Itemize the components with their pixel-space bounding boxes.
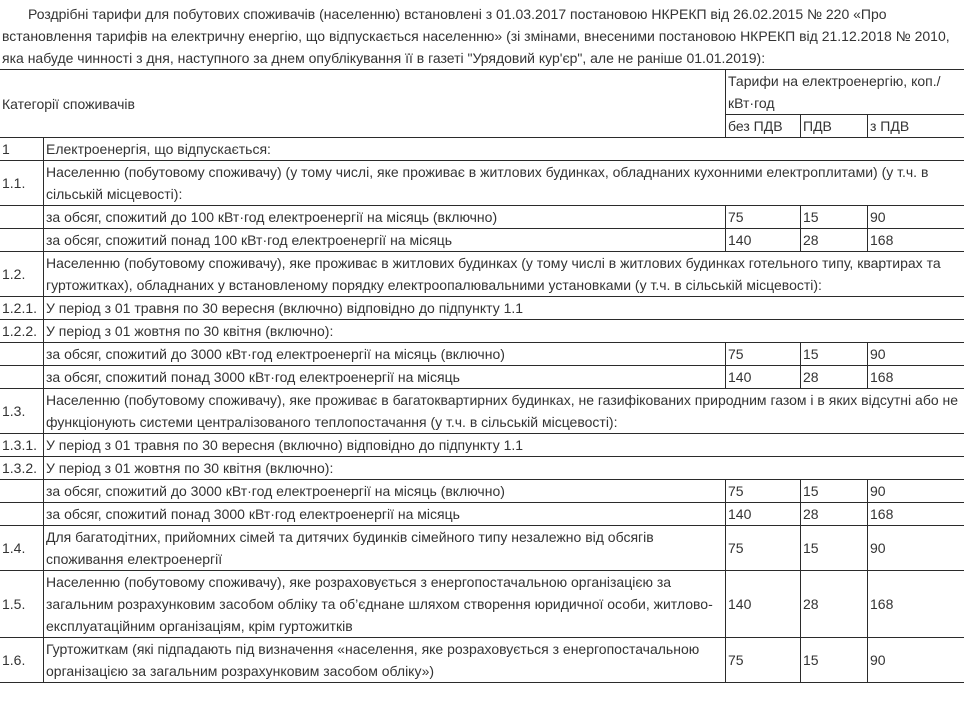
row-number: 1.2. [0,252,44,297]
table-row [0,206,964,229]
row-number: 1.6. [0,638,44,683]
row-description: Населенню (побутовому споживачу), яке проживає в житлових будинках (у тому числі в житлових будинках готельного типу, квартирах та гуртожитках), обладнаних у встановленому порядку електроопалювальними установками (у т.ч. в сільській місцевості): [44,252,964,297]
row-number [0,480,44,503]
table-row [0,138,964,161]
intro-paragraph: Роздрібні тарифи для побутових споживачів (населенню) встановлені з 01.03.2017 постановою НКРЕКП від 26.02.2015 № 220 «Про встановлення тарифів на електричну енергію, що відпускається населенню» (зі змінами, внесеними постановою НКРЕКП від 21.12.2018 № 2010, яка набуде чинності з дня, наступного за днем опублікування її в газеті "Урядовий кур'єр", але не раніше 01.01.2019): [2,6,950,66]
row-description: У період з 01 жовтня по 30 квітня (включно): [44,320,964,343]
table-row [0,457,964,480]
row-description: Для багатодітних, прийомних сімей та дитячих будинків сімейного типу незалежно від обсягів споживання електроенергії [44,526,726,571]
table-row [0,503,964,526]
tariff-with-vat: 90 [868,526,964,571]
tariff-vat: 15 [801,638,868,683]
row-number [0,229,44,252]
table-row [0,526,964,571]
tariff-without-vat: 75 [726,526,801,571]
table-row [0,320,964,343]
tariff-without-vat: 140 [726,366,801,389]
table-row [0,366,964,389]
tariff-vat: 15 [801,526,868,571]
table-row [0,389,964,434]
table-row [0,480,964,503]
tariff-with-vat: 90 [868,343,964,366]
header-without-vat: без ПДВ [726,115,801,138]
table-row [0,638,964,683]
tariff-with-vat: 168 [868,366,964,389]
table-row [0,434,964,457]
tariff-vat: 28 [801,229,868,252]
table-row [0,297,964,320]
tariff-with-vat: 90 [868,206,964,229]
table-body [0,138,964,683]
tariff-without-vat: 140 [726,503,801,526]
row-number: 1.3. [0,389,44,434]
tariff-vat: 15 [801,206,868,229]
table-row [0,252,964,297]
tariff-vat: 28 [801,366,868,389]
row-description: У період з 01 травня по 30 вересня (включно) відповідно до підпункту 1.1 [44,434,964,457]
row-number: 1.5. [0,571,44,638]
row-description: У період з 01 травня по 30 вересня (включно) відповідно до підпункту 1.1 [44,297,964,320]
tariff-with-vat: 168 [868,229,964,252]
row-number: 1.3.2. [0,457,44,480]
row-number [0,343,44,366]
tariff-vat: 15 [801,480,868,503]
tariff-without-vat: 140 [726,229,801,252]
table-row [0,229,964,252]
header-vat: ПДВ [801,115,868,138]
row-number: 1.2.1. [0,297,44,320]
tariff-with-vat: 168 [868,503,964,526]
tariff-without-vat: 75 [726,206,801,229]
row-description: Населенню (побутовому споживачу) (у тому числі, яке проживає в житлових будинках, обладнаних кухонними електроплитами) (у т.ч. в сільській місцевості): [44,161,964,206]
row-number: 1.2.2. [0,320,44,343]
row-number [0,206,44,229]
tariff-with-vat: 90 [868,638,964,683]
row-number: 1 [0,138,44,161]
tariff-without-vat: 75 [726,480,801,503]
tariff-without-vat: 140 [726,571,801,638]
row-description: за обсяг, спожитий понад 3000 кВт·год електроенергії на місяць [44,366,726,389]
header-categories: Категорії споживачів [0,70,726,138]
row-number: 1.4. [0,526,44,571]
row-description: Гуртожиткам (які підпадають під визначення «населення, яке розраховується з енергопостачальною організацією за загальним розрахунковим засобом обліку») [44,638,726,683]
row-description: за обсяг, спожитий до 3000 кВт·год електроенергії на місяць (включно) [44,343,726,366]
tariff-vat: 28 [801,503,868,526]
header-tariffs: Тарифи на електроенергію, коп./кВт·год [726,70,964,115]
table-row [0,571,964,638]
header-with-vat: з ПДВ [868,115,964,138]
table-row [0,343,964,366]
tariff-without-vat: 75 [726,638,801,683]
tariff-vat: 15 [801,343,868,366]
row-description: У період з 01 жовтня по 30 квітня (включно): [44,457,964,480]
tariff-with-vat: 168 [868,571,964,638]
row-description: за обсяг, спожитий до 100 кВт·год електроенергії на місяць (включно) [44,206,726,229]
tariff-vat: 28 [801,571,868,638]
table-header [0,70,964,138]
row-number [0,366,44,389]
tariff-without-vat: 75 [726,343,801,366]
row-description: Електроенергія, що відпускається: [44,138,964,161]
row-number: 1.1. [0,161,44,206]
row-number [0,503,44,526]
row-description: Населенню (побутовому споживачу), яке розраховується з енергопостачальною організацією за загальним розрахунковим засобом обліку та об’єднане шляхом створення юридичної особи, житлово-експлуатаційним організаціям, крім гуртожитків [44,571,726,638]
row-description: за обсяг, спожитий понад 3000 кВт·год електроенергії на місяць [44,503,726,526]
row-description: за обсяг, спожитий понад 100 кВт·год електроенергії на місяць [44,229,726,252]
table-row [0,161,964,206]
tariffs-table [0,69,964,683]
row-description: Населенню (побутовому споживачу), яке проживає в багатоквартирних будинках, не газифікованих природним газом і в яких відсутні або не функціонують системи централізованого теплопостачання (у т.ч. в сільській місцевості): [44,389,964,434]
tariff-with-vat: 90 [868,480,964,503]
row-number: 1.3.1. [0,434,44,457]
row-description: за обсяг, спожитий до 3000 кВт·год електроенергії на місяць (включно) [44,480,726,503]
